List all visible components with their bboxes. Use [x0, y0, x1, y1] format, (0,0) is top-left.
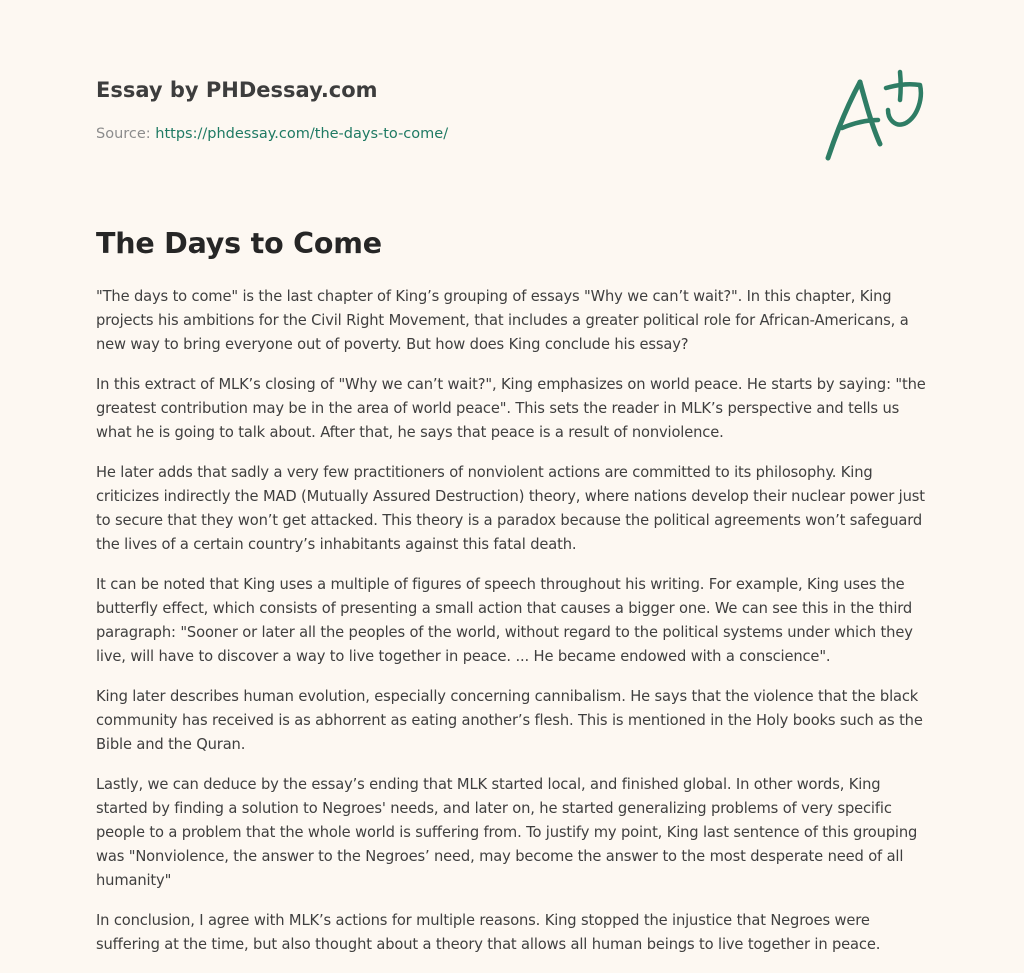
source-label: Source:	[96, 126, 156, 142]
essay-paragraph-1: "The days to come" is the last chapter of King’s grouping of essays "Why we can’t wait?". In this chapter, King projects his ambitions for the Civil Right Movement, that includes a greater political role for African-Americans, a new way to bring everyone out of poverty. But how does King conclude his essay?	[96, 288, 909, 353]
essay-paragraph-4: It can be noted that King uses a multiple of figures of speech throughout his writing. For example, King uses the butterfly effect, which consists of presenting a small action that causes a bigger one. We can see this in the third paragraph: "Sooner or later all the peoples of the world, without regard to the political systems under which they live, will have to discover a way to live together in peace. ... He became endowed with a conscience".	[96, 576, 913, 665]
essay-paragraph-6: Lastly, we can deduce by the essay’s ending that MLK started local, and finished global. In other words, King started by finding a solution to Negroes' needs, and later on, he started generalizing problems of very specific people to a problem that the whole world is suffering from. To justify my point, King last sentence of this grouping was "Nonviolence, the answer to the Negroes’ need, may become the answer to the most desperate need of all humanity"	[96, 776, 918, 889]
essay-header	[96, 76, 796, 144]
source-line	[96, 124, 796, 144]
essay-paragraph-3: He later adds that sadly a very few practitioners of nonviolent actions are committed to its philosophy. King criticizes indirectly the MAD (Mutually Assured Destruction) theory, where nations develop their nuclear power just to secure that they won’t get attacked. This theory is a paradox because the political agreements won’t safeguard the lives of a certain country’s inhabitants against this fatal death.	[96, 464, 925, 553]
source-link[interactable]: https://phdessay.com/the-days-to-come/	[155, 126, 449, 142]
a-plus-logo-icon	[822, 68, 926, 164]
essay-paragraph-5: King later describes human evolution, especially concerning cannibalism. He says that the violence that the black community has received is as abhorrent as eating another’s flesh. This is mentioned in the Holy books such as the Bible and the Quran.	[96, 688, 923, 753]
essay-paragraph-2: In this extract of MLK’s closing of "Why we can’t wait?", King emphasizes on world peace. He starts by saying: "the greatest contribution may be in the area of world peace". This sets the reader in MLK’s perspective and tells us what he is going to talk about. After that, he says that peace is a result of nonviolence.	[96, 376, 926, 441]
essay-paragraph-7: In conclusion, I agree with MLK’s actions for multiple reasons. King stopped the injustice that Negroes were suffering at the time, but also thought about a theory that allows all human beings to live together in peace.	[96, 912, 881, 953]
essay-body	[96, 285, 932, 973]
brand-title: Essay by PHDessay.com	[96, 78, 378, 102]
essay-title: The Days to Come	[96, 227, 382, 260]
